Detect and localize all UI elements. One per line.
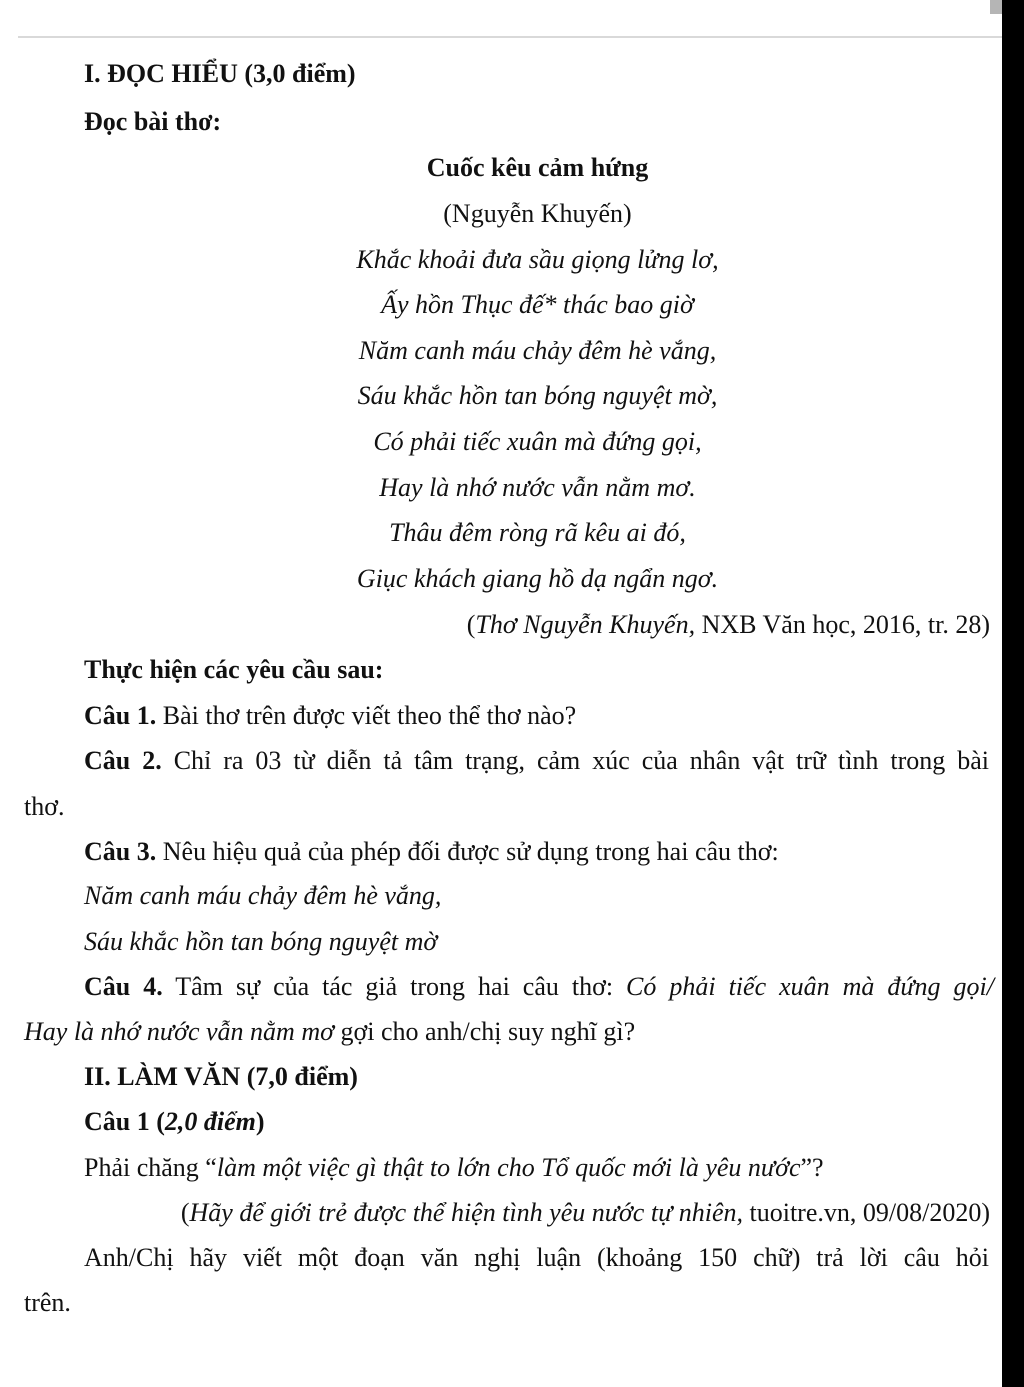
essay-source xyxy=(181,1197,990,1229)
poem-line: Ấy hồn Thục đế* thác bao giờ xyxy=(381,290,694,319)
question-4 xyxy=(84,971,994,1003)
question-4-text: Tâm sự của tác giả trong hai câu thơ: xyxy=(162,972,627,1001)
essay-prompt-start: Phải chăng “ xyxy=(84,1153,217,1182)
question-2-text: Chỉ ra 03 từ diễn tả tâm trạng, cảm xúc của nhân vật trữ tình trong bài xyxy=(161,746,989,775)
question-4-text-2: gợi cho anh/chị suy nghĩ gì? xyxy=(333,1017,636,1046)
question-3-label: Câu 3. xyxy=(84,837,157,866)
poem-source-rest: NXB Văn học, 2016, tr. 28) xyxy=(695,610,990,639)
page-top-divider xyxy=(18,36,1002,38)
essay-source-rest: tuoitre.vn, 09/08/2020) xyxy=(743,1198,990,1227)
question-4-label: Câu 4. xyxy=(84,972,163,1001)
requirements-heading: Thực hiện các yêu cầu sau: xyxy=(84,655,384,684)
poem-line: Năm canh máu chảy đêm hè vắng, xyxy=(358,336,717,365)
question-4-quote-2: Hay là nhớ nước vẫn nằm mơ xyxy=(24,1017,334,1046)
question-3-text: Nêu hiệu quả của phép đối được sử dụng trong hai câu thơ: xyxy=(156,837,779,866)
question-3-verse-2: Sáu khắc hồn tan bóng nguyệt mờ xyxy=(84,927,438,956)
poem-author: (Nguyễn Khuyến) xyxy=(443,199,632,228)
poem-line: Thâu đêm ròng rã kêu ai đó, xyxy=(389,518,686,547)
poem-source xyxy=(467,609,990,641)
question-1-text: Bài thơ trên được viết theo thể thơ nào? xyxy=(156,701,577,730)
poem-source-open: ( xyxy=(466,610,476,639)
question-2-label: Câu 2. xyxy=(84,746,162,775)
essay-question-1 xyxy=(84,1106,265,1138)
essay-source-title: Hãy để giới trẻ được thể hiện tình yêu nước tự nhiên, xyxy=(189,1198,744,1227)
poem-line: Có phải tiếc xuân mà đứng gọi, xyxy=(373,427,702,456)
scrollbar-thumb[interactable] xyxy=(990,0,1002,14)
essay-question-1-points: 2,0 điểm xyxy=(164,1107,256,1136)
question-3 xyxy=(84,836,779,868)
section-2-heading: II. LÀM VĂN (7,0 điểm) xyxy=(84,1062,358,1091)
poem-line: Hay là nhớ nước vẫn nằm mơ. xyxy=(379,473,696,502)
essay-question-1-label: Câu 1 ( xyxy=(84,1107,165,1136)
poem-title: Cuốc kêu cảm hứng xyxy=(426,153,649,182)
essay-prompt-quote: làm một việc gì thật to lớn cho Tổ quốc mới là yêu nước xyxy=(216,1153,801,1182)
question-4-quote-1: Có phải tiếc xuân mà đứng gọi/ xyxy=(626,972,994,1001)
poem-line: Giục khách giang hồ dạ ngẩn ngơ. xyxy=(356,564,719,593)
question-2-continued: thơ. xyxy=(24,792,65,821)
poem-line: Sáu khắc hồn tan bóng nguyệt mờ, xyxy=(357,381,718,410)
essay-source-open: ( xyxy=(180,1198,190,1227)
essay-task: Anh/Chị hãy viết một đoạn văn nghị luận (khoảng 150 chữ) trả lời câu hỏi xyxy=(84,1243,989,1272)
poem-line: Khắc khoải đưa sầu giọng lửng lơ, xyxy=(356,245,719,274)
section-1-heading: I. ĐỌC HIỂU (3,0 điểm) xyxy=(84,59,356,88)
reading-instruction: Đọc bài thơ: xyxy=(84,107,222,136)
essay-question-1-close: ) xyxy=(255,1107,265,1136)
essay-task-continued: trên. xyxy=(24,1288,71,1317)
essay-prompt xyxy=(84,1152,824,1184)
question-1 xyxy=(84,700,576,732)
viewer-top-bar xyxy=(0,0,1002,36)
question-1-label: Câu 1. xyxy=(84,701,157,730)
poem-source-book: Thơ Nguyễn Khuyến, xyxy=(475,610,696,639)
question-3-verse-1: Năm canh máu chảy đêm hè vắng, xyxy=(84,881,442,910)
viewer-right-edge xyxy=(1002,0,1024,1387)
question-2 xyxy=(84,745,989,777)
essay-prompt-end: ”? xyxy=(800,1153,824,1182)
question-4-continued xyxy=(24,1016,635,1048)
